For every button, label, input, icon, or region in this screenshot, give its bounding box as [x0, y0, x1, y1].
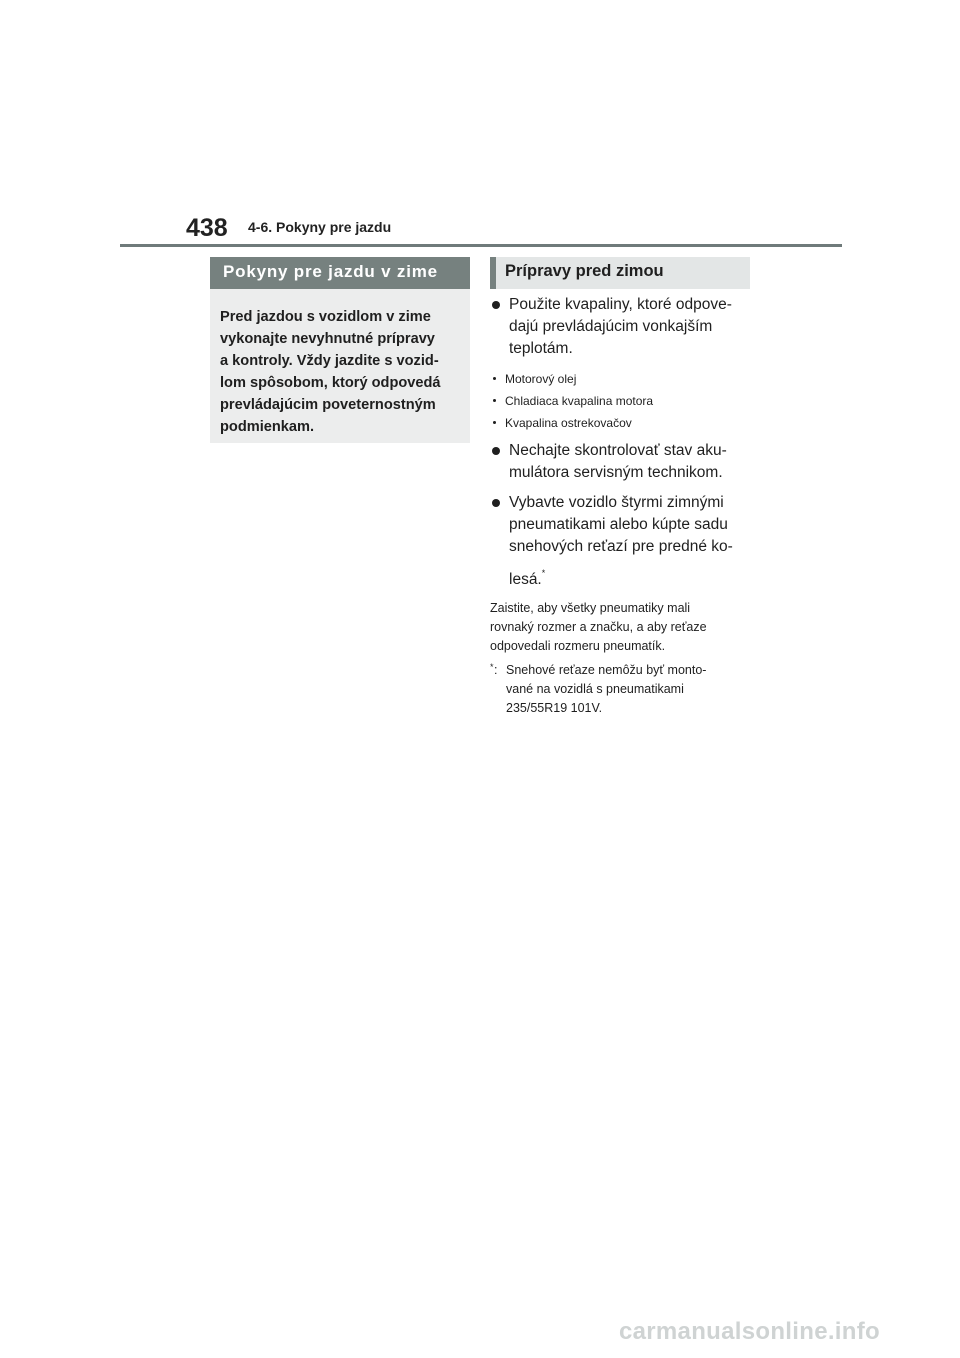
page-number: 438 — [186, 214, 228, 242]
note-line: Zaistite, aby všetky pneumatiky mali — [490, 601, 691, 615]
footnote-reference: * — [541, 568, 546, 578]
bullet-battery — [490, 440, 752, 484]
bullet-line: Vybavte vozidlo štyrmi zimnými — [509, 494, 724, 511]
tire-note — [490, 599, 752, 656]
sub-item-label: Motorový olej — [505, 372, 577, 386]
right-column — [490, 294, 752, 718]
left-box-line: a kontroly. Vždy jazdite s vozid- — [220, 353, 439, 369]
bullet-line-text: lesá. — [509, 571, 542, 588]
sub-bullet-icon — [493, 399, 496, 402]
footnote-line: vané na vozidlá s pneumatikami — [506, 682, 684, 696]
bullet-tires — [490, 492, 752, 591]
bullet-line: pneumatikami alebo kúpte sadu — [509, 516, 728, 533]
left-box-line: podmienkam. — [220, 419, 315, 435]
footnote-colon: : — [494, 663, 498, 677]
bullet-dot-icon — [492, 301, 500, 309]
right-box-heading: Prípravy pred zimou — [490, 257, 750, 289]
bullet-line: Použite kvapaliny, ktoré odpove- — [509, 296, 732, 313]
sub-item — [490, 368, 752, 390]
footnote-mark: * — [490, 662, 494, 672]
bullet-fluids — [490, 294, 752, 360]
left-box-line: Pred jazdou s vozidlom v zime — [220, 309, 431, 325]
sub-bullet-icon — [493, 421, 496, 424]
bullet-dot-icon — [492, 499, 500, 507]
left-box-heading: Pokyny pre jazdu v zime — [210, 257, 470, 289]
left-box-line: vykonajte nevyhnutné prípravy — [220, 331, 435, 347]
sub-item — [490, 412, 752, 434]
left-box-body — [210, 289, 470, 443]
note-line: odpovedali rozmeru pneumatík. — [490, 639, 666, 653]
bullet-line: Nechajte skontrolovať stav aku- — [509, 442, 727, 459]
note-line: rovnaký rozmer a značku, a aby reťaze — [490, 620, 707, 634]
sub-item — [490, 390, 752, 412]
sub-item-label: Chladiaca kvapalina motora — [505, 394, 654, 408]
header-divider — [120, 244, 842, 247]
watermark: carmanualsonline.info — [618, 1318, 880, 1345]
footnote-line: 235/55R19 101V. — [506, 701, 603, 715]
sub-item-label: Kvapalina ostrekovačov — [505, 416, 632, 430]
bullet-dot-icon — [492, 447, 500, 455]
footnote — [490, 661, 752, 718]
bullet-line: snehových reťazí pre predné ko- — [509, 538, 733, 555]
left-box-line: prevládajúcim poveternostným — [220, 397, 436, 413]
bullet-line: dajú prevládajúcim vonkajším — [509, 318, 713, 335]
bullet-line — [509, 562, 752, 591]
section-title: 4-6. Pokyny pre jazdu — [248, 219, 392, 235]
bullet-line: teplotám. — [509, 340, 573, 357]
fluids-sub-list — [490, 368, 752, 434]
sub-bullet-icon — [493, 377, 496, 380]
footnote-line: Snehové reťaze nemôžu byť monto- — [506, 663, 707, 677]
left-box-line: lom spôsobom, ktorý odpovedá — [220, 375, 441, 391]
bullet-line: mulátora servisným technikom. — [509, 464, 723, 481]
